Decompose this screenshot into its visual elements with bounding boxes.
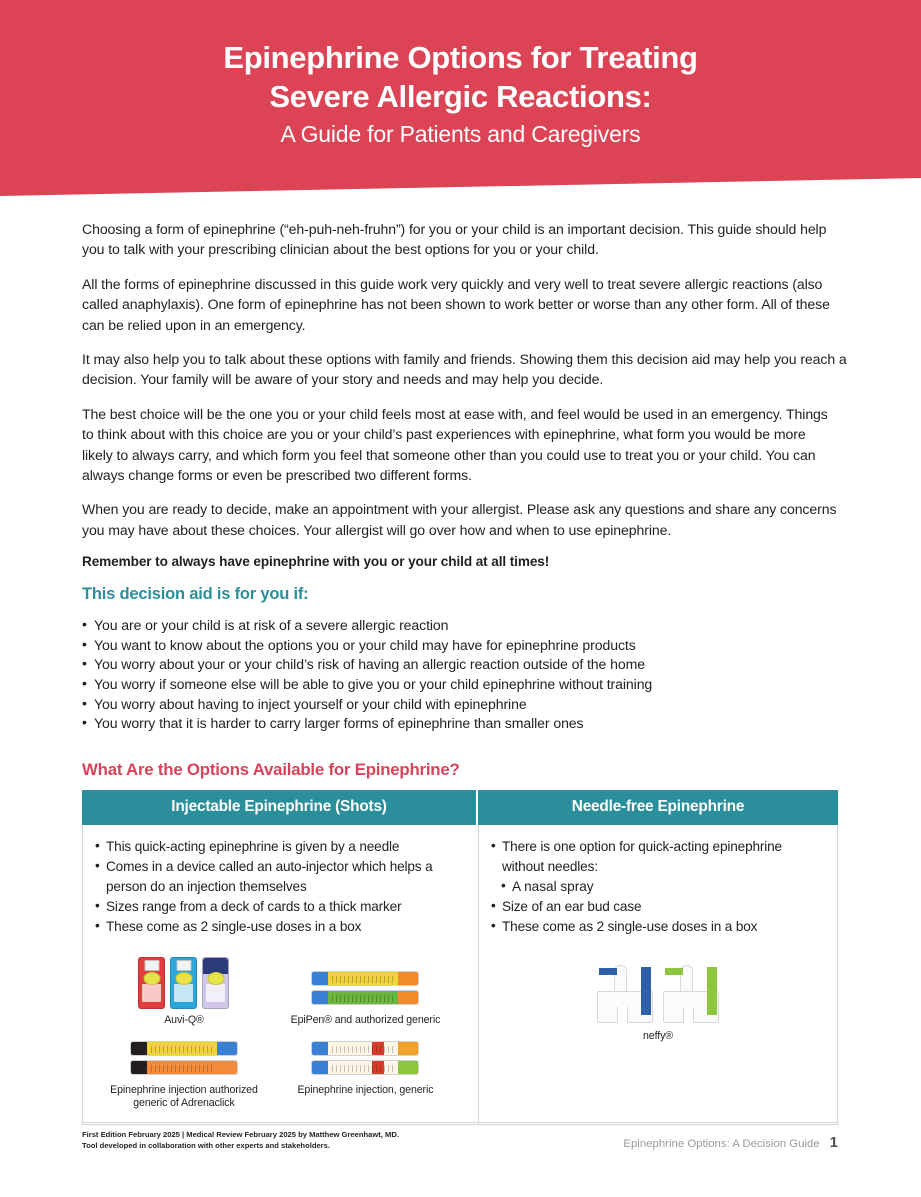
footer-credits [82, 1129, 399, 1151]
figure-caption: EpiPen® and authorized generic [290, 1013, 441, 1026]
list-item: • There is one option for quick-acting epinephrine without needles: [489, 837, 827, 877]
page-subtitle: A Guide for Patients and Caregivers [280, 121, 641, 147]
decision-aid-heading: This decision aid is for you if: [82, 585, 309, 604]
footer-collaboration-line: Tool developed in collaboration with other experts and stakeholders. [82, 1141, 330, 1150]
list-item: • You worry about having to inject yourself or your child with epinephrine [82, 695, 838, 715]
needle-free-bullet-list [489, 837, 827, 937]
auvi-q-red-device [138, 957, 165, 1009]
list-item: • Sizes range from a deck of cards to a thick marker [93, 897, 468, 917]
table-cell-injectable [83, 825, 479, 1124]
page-title-line2: Severe Allergic Reactions: [269, 79, 652, 114]
list-item: • A nasal spray [501, 877, 827, 897]
figure-caption: neffy® [643, 1029, 673, 1042]
options-table [82, 825, 838, 1125]
intro-paragraph-1: Choosing a form of epinephrine (“eh-puh-neh-fruhn”) for you or your child is an important decision. This guide should help you to talk with your prescribing clinician about the best options for you or your child. [82, 221, 827, 258]
figure-caption: Auvi-Q® [164, 1013, 204, 1026]
list-item: • You worry that it is harder to carry larger forms of epinephrine than smaller ones [82, 714, 838, 734]
document-body [82, 219, 847, 1125]
intro-paragraph-5: When you are ready to decide, make an appointment with your allergist. Please ask any questions and share any concerns you may have about these choices. Your allergist will go over how and when to use epinephrine. [82, 501, 837, 538]
figure-caption: Epinephrine injection, generic [297, 1083, 434, 1096]
column-header-needle-free: Needle-free Epinephrine [478, 790, 838, 825]
intro-paragraph-4: The best choice will be the one you or your child feels most at ease with, and feel would be used in an emergency. Things to think about with this choice are you or your child’s past experiences with epinephrine, what form you would be more likely to always carry, and which form you feel that someone other than you could use to treat you or your child. You can always change forms or even be prescribed two different forms. [82, 405, 828, 484]
neffy-green-device [663, 965, 719, 1023]
figure-epinephrine-generic [269, 1037, 462, 1110]
epipen-yellow-device [311, 971, 419, 986]
epipen-green-device [311, 990, 419, 1005]
adrenaclick-device-image [99, 1037, 269, 1079]
figure-adrenaclick-generic [99, 1037, 269, 1110]
figure-neffy [489, 965, 827, 1043]
injectable-figures [93, 953, 468, 1110]
figure-caption: Epinephrine injection authorized generic of Adrenaclick [110, 1083, 258, 1109]
list-item: • These come as 2 single-use doses in a box [489, 917, 827, 937]
generic-green-device [311, 1060, 419, 1075]
auvi-q-blue-device [170, 957, 197, 1009]
generic-device-image [269, 1037, 462, 1079]
list-item: • You worry about your or your child’s risk of having an allergic reaction outside of the home [82, 655, 838, 675]
injectable-bullet-list [93, 837, 468, 937]
list-item: • You want to know about the options you or your child may have for epinephrine products [82, 636, 838, 656]
decision-aid-list [82, 616, 838, 734]
page-number: 1 [829, 1134, 838, 1151]
auvi-q-device-image [99, 953, 269, 1009]
needle-free-sub-list [489, 877, 827, 897]
options-heading: What Are the Options Available for Epinephrine? [82, 759, 460, 779]
list-item: • Size of an ear bud case [489, 897, 827, 917]
auvi-q-navy-device [202, 957, 229, 1009]
page-title-line1: Epinephrine Options for Treating [223, 40, 698, 75]
footer-document-title: Epinephrine Options: A Decision Guide [623, 1138, 820, 1150]
table-cell-needle-free [479, 825, 837, 1124]
neffy-device-image [489, 965, 827, 1023]
figure-auvi-q [99, 953, 269, 1027]
list-item: • These come as 2 single-use doses in a box [93, 917, 468, 937]
adrenaclick-orange-device [130, 1060, 238, 1075]
list-item: • You are or your child is at risk of a severe allergic reaction [82, 616, 838, 636]
list-item: • You worry if someone else will be able to give you or your child epinephrine without training [82, 675, 838, 695]
intro-paragraph-3: It may also help you to talk about these options with family and friends. Showing them this decision aid may help you reach a decision. Your family will be aware of your story and needs and may help you decide. [82, 351, 847, 388]
remember-callout: Remember to always have epinephrine with you or your child at all times! [82, 554, 550, 570]
header-content [0, 0, 921, 151]
generic-orange-device [311, 1041, 419, 1056]
list-item: • Comes in a device called an auto-injector which helps a person do an injection themselves [93, 857, 468, 897]
intro-paragraph-2: All the forms of epinephrine discussed in this guide work very quickly and very well to treat severe allergic reactions (also called anaphylaxis). One form of epinephrine has not been shown to work better or worse than any other form. All of these can be relied upon in an emergency. [82, 275, 830, 333]
neffy-blue-device [597, 965, 653, 1023]
options-table-header [82, 790, 838, 825]
footer-divider [82, 1122, 838, 1123]
list-item: • This quick-acting epinephrine is given by a needle [93, 837, 468, 857]
column-header-injectable: Injectable Epinephrine (Shots) [82, 790, 478, 825]
page-footer [82, 1122, 838, 1151]
footer-doc-info [623, 1134, 838, 1151]
footer-edition-line: First Edition February 2025 | Medical Review February 2025 by Matthew Greenhawt, MD. [82, 1130, 399, 1139]
epipen-device-image [269, 953, 462, 1009]
adrenaclick-yellow-device [130, 1041, 238, 1056]
figure-epipen [269, 953, 462, 1027]
